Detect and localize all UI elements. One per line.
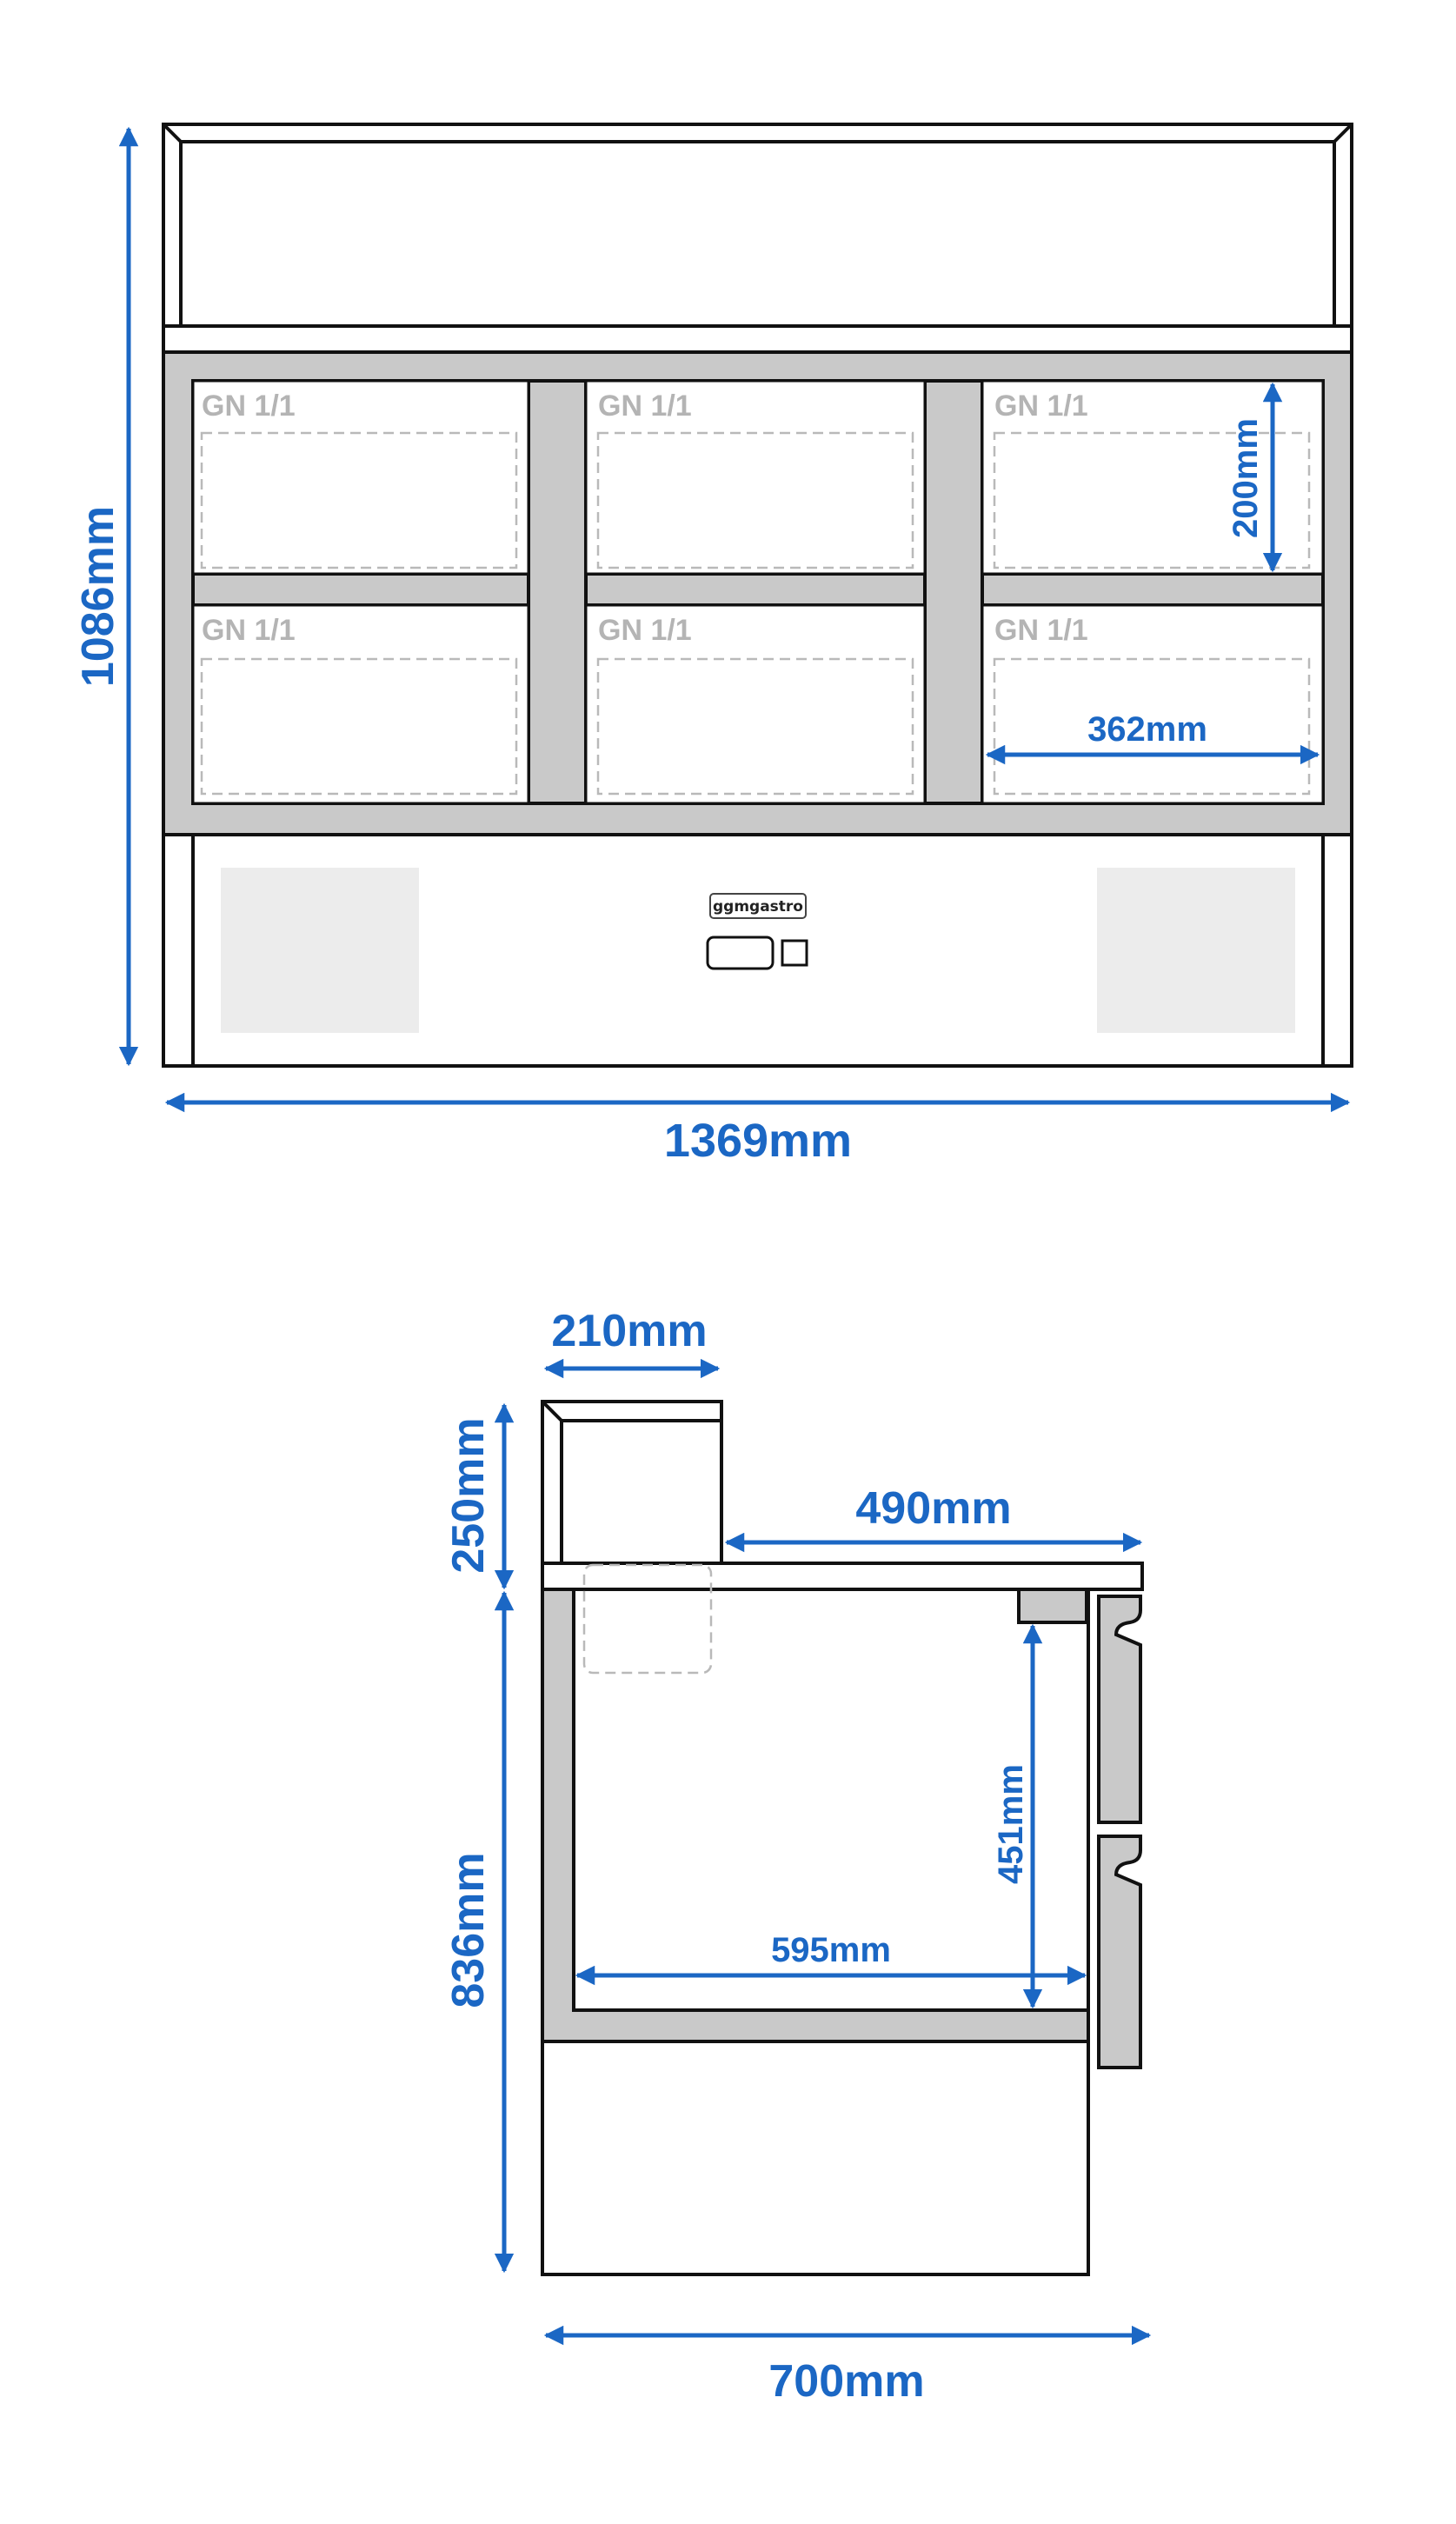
gn-pan — [586, 381, 925, 574]
gn-pan — [586, 605, 925, 803]
dimension-label: 451mm — [992, 1764, 1030, 1884]
glass-cover-front — [163, 124, 1352, 326]
dimension-label: 210mm — [551, 1306, 708, 1356]
base-side — [542, 2041, 1088, 2274]
door-side — [1099, 1836, 1140, 2068]
vent-panel — [221, 868, 419, 1033]
gn-pan-label: GN 1/1 — [598, 390, 692, 423]
counter-side — [542, 1563, 1142, 1589]
dimension-label: 490mm — [855, 1483, 1012, 1534]
side-view — [443, 1306, 1149, 2407]
pan-divider — [925, 381, 982, 803]
gn-pan-label: GN 1/1 — [202, 390, 296, 423]
rail-block — [1019, 1589, 1087, 1622]
dimension-top-height — [443, 1405, 504, 1588]
dimension-label: 250mm — [443, 1417, 494, 1574]
vent-panel — [1097, 868, 1295, 1033]
control-display — [708, 937, 773, 969]
dimension-label: 595mm — [771, 1931, 891, 1969]
gn-pan-label: GN 1/1 — [994, 614, 1088, 647]
dimension-body-height — [443, 1593, 504, 2271]
pan-divider — [529, 381, 586, 803]
front-view — [73, 124, 1352, 1167]
gn-pan-label: GN 1/1 — [202, 614, 296, 647]
dimension-counter-depth — [727, 1483, 1140, 1542]
dimension-total-depth — [546, 2335, 1149, 2407]
door-side — [1099, 1596, 1140, 1822]
dimension-label: 200mm — [1227, 418, 1265, 538]
dimension-top-depth — [546, 1306, 718, 1369]
pan-row-divider — [982, 574, 1323, 605]
dimension-height-front — [73, 129, 129, 1064]
gn-pan-label: GN 1/1 — [994, 390, 1088, 423]
counter-strip-front — [163, 326, 1352, 352]
dimension-label: 1086mm — [73, 505, 123, 688]
dimension-width-front — [167, 1102, 1348, 1167]
gn-pan — [193, 381, 529, 574]
pan-row-divider — [586, 574, 925, 605]
dimension-label: 362mm — [1087, 710, 1207, 749]
gn-pan — [982, 605, 1323, 803]
dimension-label: 836mm — [443, 1852, 494, 2008]
power-switch — [782, 941, 807, 965]
dimension-label: 700mm — [768, 2356, 925, 2407]
glass-cover-side — [542, 1402, 721, 1563]
gn-pan — [193, 605, 529, 803]
brand-logo — [710, 894, 806, 918]
pan-row-divider — [193, 574, 529, 605]
lower-cabinet-front — [163, 835, 1352, 1066]
dimension-label: 1369mm — [663, 1115, 853, 1167]
brand-logo-text: ggmgastro — [712, 898, 804, 916]
gn-pan-label: GN 1/1 — [598, 614, 692, 647]
